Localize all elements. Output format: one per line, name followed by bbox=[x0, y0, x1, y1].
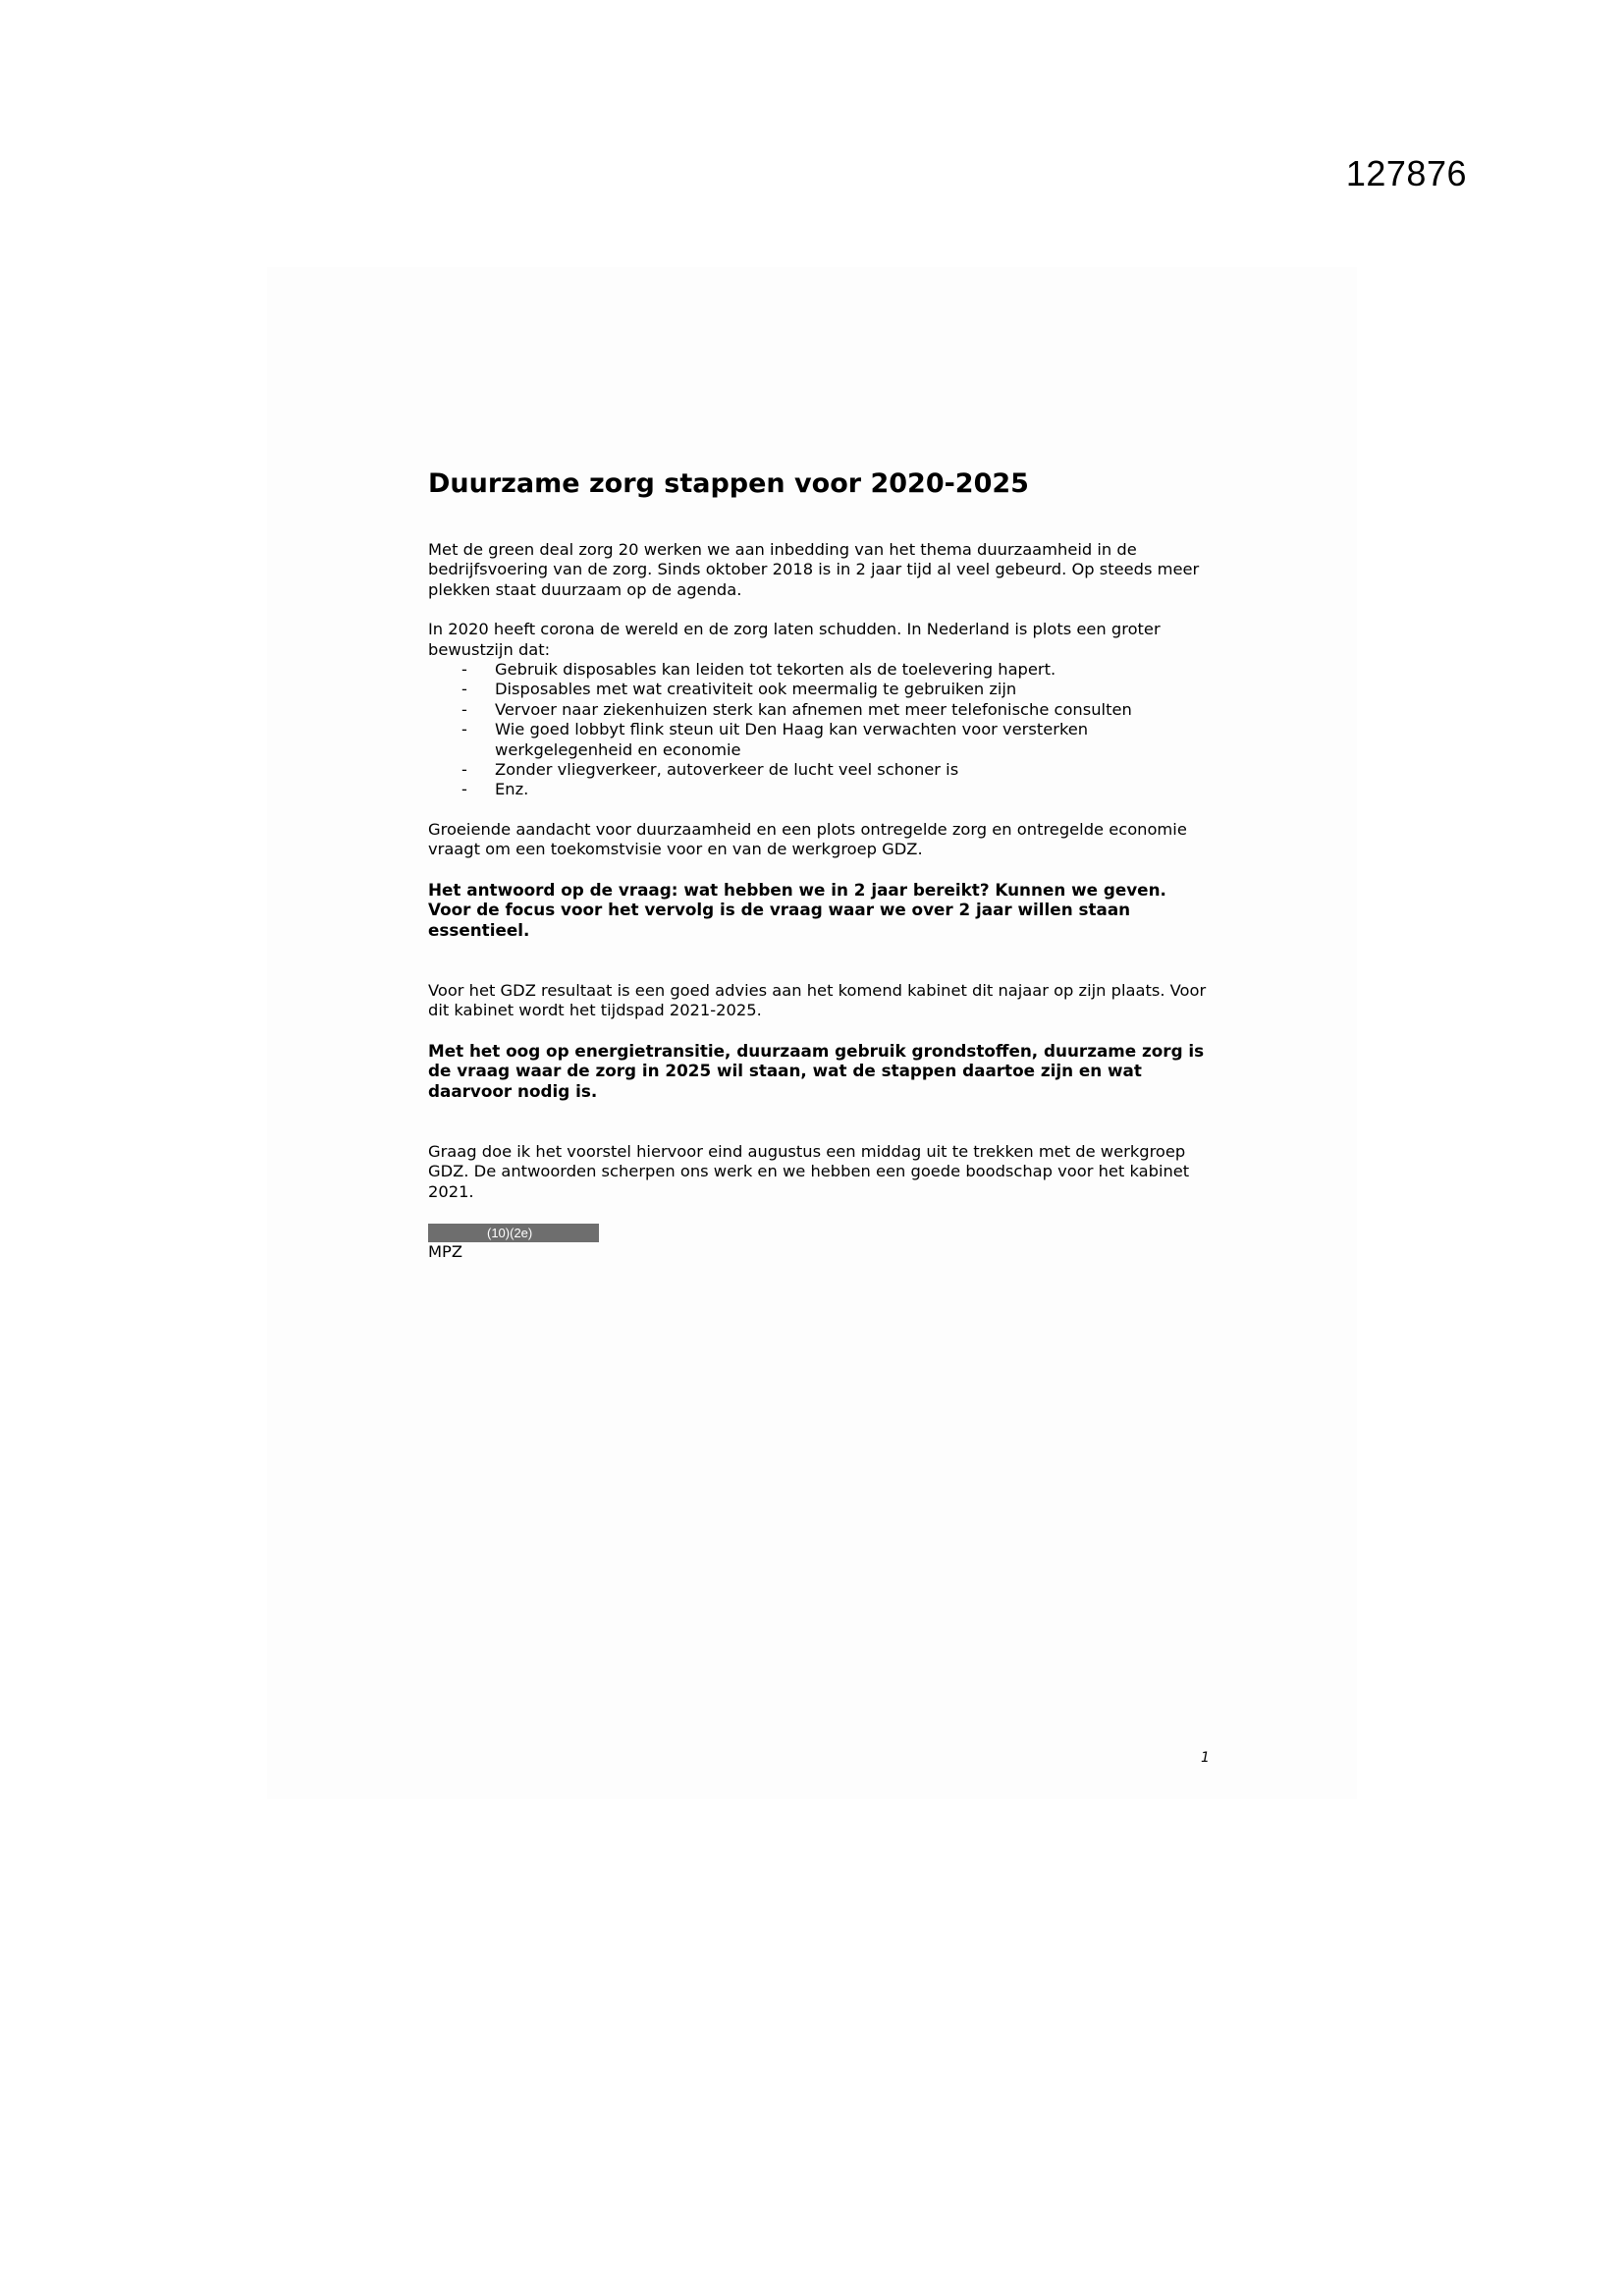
paragraph-energy-bold: Met het oog op energietransitie, duurzaam gebruik grondstoffen, duurzame zorg is de vraag waar de zorg in 2025 wil staan, wat de stappen daartoe zijn en wat daarvoor nodig is. bbox=[428, 1040, 1205, 1101]
paragraph-intro: Met de green deal zorg 20 werken we aan inbedding van het thema duurzaamheid in de bedrijfsvoering van de zorg. Sinds oktober 2018 is in 2 jaar tijd al veel gebeurd. Op steeds meer plekken staat duurzaam op de agenda. bbox=[428, 540, 1200, 599]
list-item: - Enz. bbox=[428, 780, 1214, 799]
paragraph-proposal: Graag doe ik het voorstel hiervoor eind augustus een middag uit te trekken met de werkgroep GDZ. De antwoorden scherpen ons werk en we hebben een goede boodschap voor het kabinet 2021. bbox=[428, 1141, 1190, 1201]
bullet-list bbox=[428, 660, 1214, 800]
paragraph-growing-attention: Groeiende aandacht voor duurzaamheid en een plots ontregelde zorg en ontregelde economie vraagt om een toekomstvisie voor en van de werkgroep GDZ. bbox=[428, 819, 1187, 859]
list-item: - Zonder vliegverkeer, autoverkeer de lucht veel schoner is bbox=[428, 760, 1214, 780]
document-body bbox=[428, 467, 1214, 1262]
page-number: 1 bbox=[1201, 1750, 1210, 1766]
redaction-bar: (10)(2e) bbox=[428, 1224, 599, 1242]
document-id: 127876 bbox=[1345, 153, 1467, 193]
list-item: - Wie goed lobbyt flink steun uit Den Haag kan verwachten voor versterken werkgelegenheid en economie bbox=[428, 720, 1214, 760]
list-item: - Vervoer naar ziekenhuizen sterk kan afnemen met meer telefonische consulten bbox=[428, 700, 1214, 720]
sender-name: MPZ bbox=[428, 1242, 463, 1262]
paragraph-corona: In 2020 heeft corona de wereld en de zorg laten schudden. In Nederland is plots een groter bewustzijn dat: bbox=[428, 620, 1161, 659]
paragraph-answer-bold: Het antwoord op de vraag: wat hebben we in 2 jaar bereikt? Kunnen we geven. Voor de focus voor het vervolg is de vraag waar we over 2 jaar willen staan essentieel. bbox=[428, 879, 1166, 940]
paragraph-gdz-result: Voor het GDZ resultaat is een goed advies aan het komend kabinet dit najaar op zijn plaats. Voor dit kabinet wordt het tijdspad 2021-2025. bbox=[428, 980, 1207, 1020]
list-item: - Disposables met wat creativiteit ook meermalig te gebruiken zijn bbox=[428, 680, 1214, 699]
document-title: Duurzame zorg stappen voor 2020-2025 bbox=[428, 468, 1029, 499]
list-item: - Gebruik disposables kan leiden tot tekorten als de toelevering hapert. bbox=[428, 660, 1214, 680]
